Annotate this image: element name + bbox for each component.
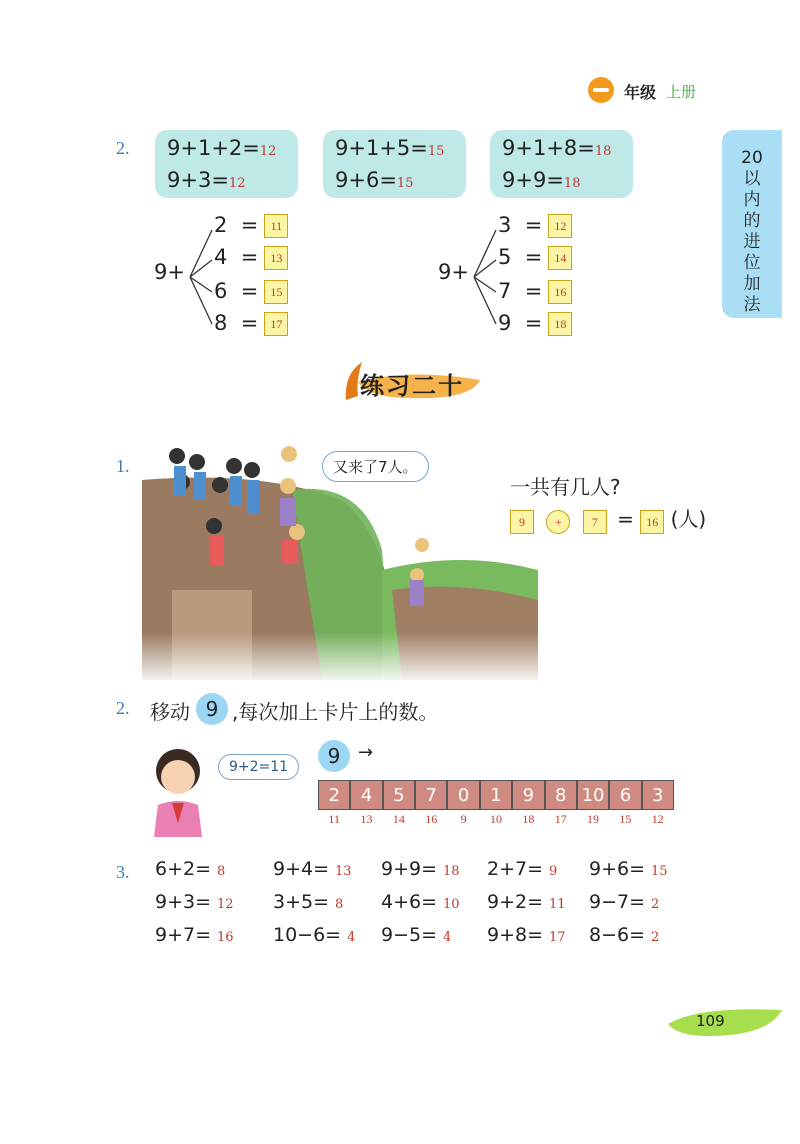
exercise-number: 3. xyxy=(116,862,130,882)
arithmetic-question: 9−7= xyxy=(589,891,646,913)
tree-root: 9+ xyxy=(438,260,469,284)
card-answer: 9 xyxy=(460,812,467,826)
card-answer: 18 xyxy=(522,812,535,826)
speech-bubble: 又来了7人。 xyxy=(322,451,429,482)
tree-branches xyxy=(470,222,500,332)
tree-row: 4 = 13 xyxy=(214,245,288,270)
operator-circle: + xyxy=(546,510,570,534)
equation-answer: 18 xyxy=(563,176,581,191)
answer-equation xyxy=(510,503,706,534)
arithmetic-item xyxy=(589,891,659,913)
arithmetic-question: 6+2= xyxy=(155,858,212,880)
card-answer: 15 xyxy=(619,812,632,826)
arithmetic-item xyxy=(155,891,234,913)
number-card: 2 xyxy=(318,780,350,810)
answer-box: 17 xyxy=(264,312,288,336)
number-card: 4 xyxy=(350,780,382,810)
card-strip xyxy=(318,780,674,810)
tree-branches xyxy=(186,222,216,332)
equation-answer: 15 xyxy=(427,144,445,159)
moving-marker: 9 xyxy=(318,740,350,772)
number-card: 7 xyxy=(415,780,447,810)
equation-text: 9+9= xyxy=(502,168,564,192)
tree-row: 6 = 15 xyxy=(214,279,288,304)
chapter-side-tab-text: 20以内的进位加法 xyxy=(741,148,763,315)
tree-row: 9 = 18 xyxy=(498,311,572,336)
card-answer: 11 xyxy=(328,812,340,826)
answer-box: 15 xyxy=(264,280,288,304)
equation-box-2 xyxy=(323,130,466,198)
answer-box: 7 xyxy=(583,510,607,534)
card-answer: 17 xyxy=(554,812,567,826)
arithmetic-item xyxy=(381,858,460,880)
number-card: 8 xyxy=(545,780,577,810)
arithmetic-answer: 2 xyxy=(651,897,660,912)
tree-row: 3 = 12 xyxy=(498,213,572,238)
page-number-leaf xyxy=(668,1006,782,1038)
arithmetic-answer: 4 xyxy=(347,930,356,945)
equation-text: 9+1+5= xyxy=(335,136,428,160)
arithmetic-question: 9+9= xyxy=(381,858,438,880)
arithmetic-answer: 18 xyxy=(443,864,460,879)
instruction-text: 移动 xyxy=(150,700,190,724)
arithmetic-item xyxy=(381,891,460,913)
equation-answer: 12 xyxy=(228,176,246,191)
tree-row: 8 = 17 xyxy=(214,311,288,336)
equation-text: 9+6= xyxy=(335,168,397,192)
arithmetic-question: 9+3= xyxy=(155,891,212,913)
arithmetic-answer: 9 xyxy=(549,864,558,879)
girl-illustration xyxy=(150,745,210,840)
question-text: 一共有几人? xyxy=(510,475,621,499)
answer-box: 16 xyxy=(548,280,572,304)
card-answer: 16 xyxy=(425,812,438,826)
card-answer: 19 xyxy=(587,812,600,826)
answer-box: 18 xyxy=(548,312,572,336)
answer-box: 9 xyxy=(510,510,534,534)
number-card: 5 xyxy=(383,780,415,810)
arrow-icon: → xyxy=(358,742,374,763)
arithmetic-question: 10−6= xyxy=(273,924,342,946)
arithmetic-answer: 11 xyxy=(549,897,566,912)
equation-box-1 xyxy=(155,130,298,198)
number-card: 0 xyxy=(447,780,479,810)
card-answer: 10 xyxy=(489,812,502,826)
card-answers xyxy=(318,812,674,827)
section-title: 练习二十 xyxy=(360,372,464,400)
answer-box: 14 xyxy=(548,246,572,270)
arithmetic-item xyxy=(487,891,566,913)
speech-bubble: 9+2=11 xyxy=(218,754,299,780)
arithmetic-item xyxy=(589,924,659,946)
tree-row: 7 = 16 xyxy=(498,279,572,304)
grade-label: 年级 xyxy=(624,83,657,102)
equation-answer: 15 xyxy=(396,176,414,191)
arithmetic-answer: 13 xyxy=(335,864,352,879)
arithmetic-answer: 15 xyxy=(651,864,668,879)
exercise-number: 2. xyxy=(116,698,130,718)
tree-row: 5 = 14 xyxy=(498,245,572,270)
answer-box: 12 xyxy=(548,214,572,238)
answer-box: 11 xyxy=(264,214,288,238)
arithmetic-answer: 17 xyxy=(549,930,566,945)
unit-label: (人) xyxy=(670,507,707,531)
tree-root: 9+ xyxy=(154,260,185,284)
arithmetic-item xyxy=(155,924,234,946)
exercise-number: 1. xyxy=(116,456,130,476)
equation-text: 9+1+2= xyxy=(167,136,260,160)
arithmetic-question: 8−6= xyxy=(589,924,646,946)
arithmetic-item xyxy=(487,858,557,880)
arithmetic-answer: 12 xyxy=(217,897,234,912)
arithmetic-answer: 2 xyxy=(651,930,660,945)
equation-text: 9+3= xyxy=(167,168,229,192)
arithmetic-item xyxy=(273,891,343,913)
number-circle: 9 xyxy=(196,693,228,725)
card-answer: 12 xyxy=(651,812,664,826)
arithmetic-question: 9+2= xyxy=(487,891,544,913)
card-answer: 13 xyxy=(360,812,373,826)
arithmetic-answer: 4 xyxy=(443,930,452,945)
arithmetic-answer: 16 xyxy=(217,930,234,945)
equation-answer: 12 xyxy=(259,144,277,159)
chapter-side-tab xyxy=(722,130,782,318)
arithmetic-question: 9+7= xyxy=(155,924,212,946)
answer-box: 16 xyxy=(640,510,664,534)
page-number: 109 xyxy=(696,1012,725,1030)
arithmetic-question: 9+4= xyxy=(273,858,330,880)
equation-text: 9+1+8= xyxy=(502,136,595,160)
arithmetic-item xyxy=(487,924,566,946)
number-card: 10 xyxy=(577,780,609,810)
arithmetic-question: 9−5= xyxy=(381,924,438,946)
equation-box-3 xyxy=(490,130,633,198)
grade-one-badge xyxy=(588,77,614,103)
arithmetic-answer: 10 xyxy=(443,897,460,912)
arithmetic-item xyxy=(589,858,668,880)
card-answer: 14 xyxy=(392,812,405,826)
arithmetic-question: 3+5= xyxy=(273,891,330,913)
number-card: 9 xyxy=(512,780,544,810)
number-card: 3 xyxy=(642,780,674,810)
tree-row: 2 = 11 xyxy=(214,213,288,238)
arithmetic-item xyxy=(273,858,352,880)
exercise-number: 2. xyxy=(116,138,130,158)
number-card: 6 xyxy=(609,780,641,810)
arithmetic-answer: 8 xyxy=(217,864,226,879)
arithmetic-item xyxy=(155,858,225,880)
number-card: 1 xyxy=(480,780,512,810)
equals-sign: = xyxy=(617,507,634,531)
volume-label: 上册 xyxy=(666,83,697,101)
arithmetic-item xyxy=(381,924,451,946)
equation-answer: 18 xyxy=(594,144,612,159)
instruction-text: ,每次加上卡片上的数。 xyxy=(232,700,439,724)
instruction xyxy=(150,696,190,725)
answer-box: 13 xyxy=(264,246,288,270)
arithmetic-question: 2+7= xyxy=(487,858,544,880)
arithmetic-answer: 8 xyxy=(335,897,344,912)
arithmetic-question: 4+6= xyxy=(381,891,438,913)
arithmetic-item xyxy=(273,924,355,946)
arithmetic-question: 9+6= xyxy=(589,858,646,880)
arithmetic-question: 9+8= xyxy=(487,924,544,946)
